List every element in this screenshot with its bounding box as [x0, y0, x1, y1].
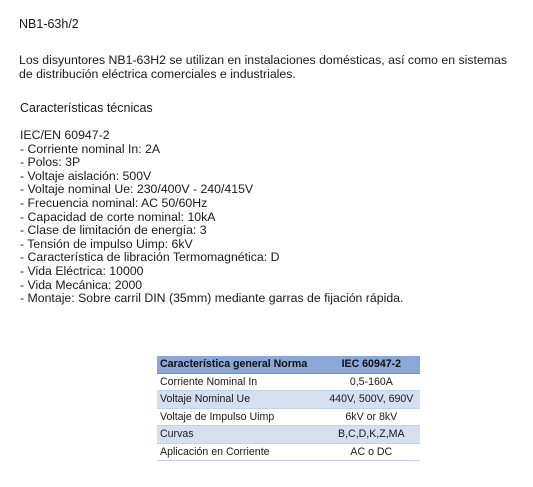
- table-cell: 6kV or 8kV: [323, 408, 420, 426]
- table-cell: Curvas: [157, 426, 323, 444]
- table-row: [157, 373, 420, 391]
- spec-line: - Frecuencia nominal: AC 50/60Hz: [20, 195, 208, 210]
- table-row: [157, 443, 420, 461]
- spec-line: - Capacidad de corte nominal: 10kA: [20, 209, 216, 224]
- table-row: [157, 391, 420, 409]
- intro-paragraph: Los disyuntores NB1-63H2 se utilizan en instalaciones domésticas, así como en sistemas de distribución eléctrica comerciales e industriales.: [19, 53, 508, 81]
- spec-line: - Clase de limitación de energía: 3: [20, 223, 207, 238]
- spec-list: [20, 129, 403, 306]
- table-cell: 440V, 500V, 690V: [323, 391, 420, 409]
- spec-line: IEC/EN 60947-2: [20, 128, 110, 142]
- table-cell: 0,5-160A: [323, 373, 420, 391]
- table-header-row: [157, 356, 420, 373]
- product-title: NB1-63h/2: [19, 17, 79, 31]
- spec-line: - Voltaje aislación: 500V: [20, 168, 152, 183]
- section-title: Características técnicas: [20, 101, 153, 115]
- norm-table: [157, 356, 420, 461]
- table-header-cell: Característica general Norma: [157, 356, 323, 373]
- spec-line: - Voltaje nominal Ue: 230/400V - 240/415V: [20, 182, 254, 197]
- table-row: [157, 426, 420, 444]
- table-header-cell: IEC 60947-2: [323, 356, 420, 373]
- spec-line: - Característica de libración Termomagnética: D: [20, 250, 280, 265]
- table-cell: Voltaje Nominal Ue: [157, 391, 323, 409]
- table-cell: Corriente Nominal In: [157, 373, 323, 391]
- table-cell: AC o DC: [323, 443, 420, 461]
- spec-line: - Vida Eléctrica: 10000: [20, 263, 144, 278]
- spec-line: - Montaje: Sobre carril DIN (35mm) mediante garras de fijación rápida.: [20, 291, 404, 306]
- spec-line: - Tensión de impulso Uimp: 6kV: [20, 236, 193, 251]
- table-cell: Voltaje de Impulso Uimp: [157, 408, 323, 426]
- table-cell: Aplicación en Corriente: [157, 443, 323, 461]
- table-cell: B,C,D,K,Z,MA: [323, 426, 420, 444]
- spec-line: - Corriente nominal In: 2A: [20, 141, 161, 156]
- table-row: [157, 408, 420, 426]
- spec-line: - Polos: 3P: [20, 155, 81, 170]
- spec-line: - Vida Mecánica: 2000: [20, 277, 143, 292]
